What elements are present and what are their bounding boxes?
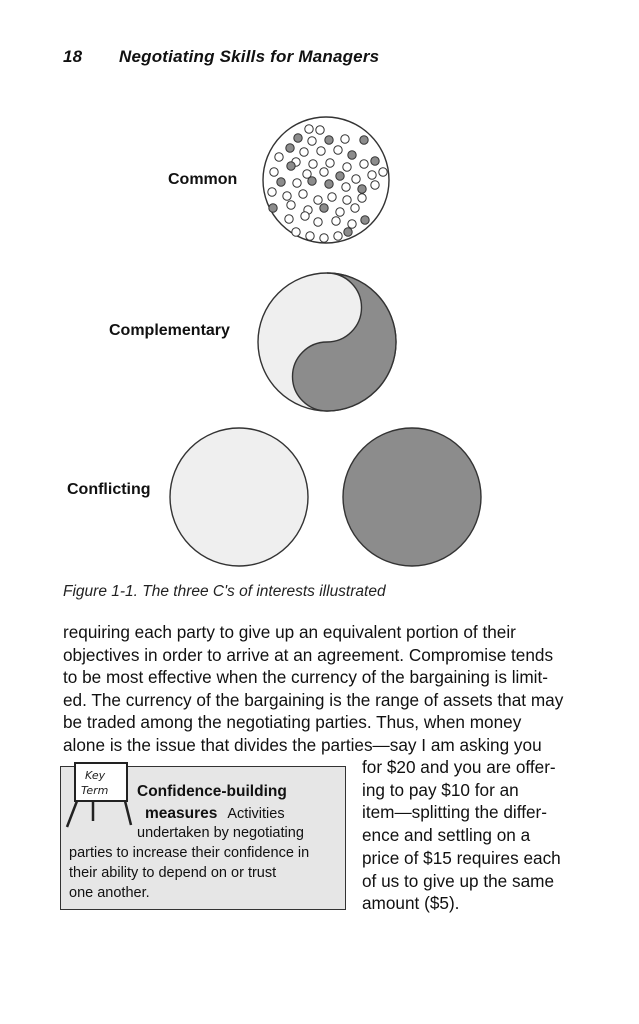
complementary-circle (258, 273, 396, 411)
book-title: Negotiating Skills for Managers (119, 47, 380, 66)
common-dot (306, 232, 314, 240)
body-line-5: be traded among the negotiating parties. Thus, when money (63, 712, 522, 732)
common-dot (320, 204, 328, 212)
common-dot (268, 188, 276, 196)
key-term-title: Confidence-building (137, 783, 287, 800)
body-line-3: to be most effective when the currency of the bargaining is limit- (63, 667, 548, 687)
key-term-easel-icon (63, 759, 135, 831)
common-dot (332, 217, 340, 225)
conflicting-circle-light (170, 428, 308, 566)
common-dot (358, 185, 366, 193)
common-dot (286, 144, 294, 152)
common-dot (283, 192, 291, 200)
key-term-title-2: measures (145, 805, 218, 822)
common-dot (348, 220, 356, 228)
common-dot (270, 168, 278, 176)
common-dot (326, 159, 334, 167)
common-dot (316, 126, 324, 134)
common-dot (287, 201, 295, 209)
common-dot (292, 228, 300, 236)
common-dot (358, 194, 366, 202)
body-line-1: requiring each party to give up an equivalent portion of their (63, 622, 516, 642)
common-dot (308, 177, 316, 185)
right-line-6: of us to give up the same (362, 870, 555, 891)
common-dot (334, 232, 342, 240)
conflicting-circle-dark (343, 428, 481, 566)
common-dot (308, 137, 316, 145)
common-dot (360, 136, 368, 144)
common-dot (325, 180, 333, 188)
common-dot (320, 234, 328, 242)
common-dot (360, 160, 368, 168)
common-dot (285, 215, 293, 223)
common-dot (287, 162, 295, 170)
common-dot (336, 208, 344, 216)
common-dot (341, 135, 349, 143)
common-dot (344, 228, 352, 236)
common-dot (325, 136, 333, 144)
common-dot (336, 172, 344, 180)
key-term-def-3: their ability to depend on or trust (69, 865, 277, 881)
body-line-6: alone is the issue that divides the parties—say I am asking you (63, 734, 542, 755)
key-term-def-1: undertaken by negotiating (137, 825, 304, 841)
body-line-2: objectives in order to arrive at an agreement. Compromise tends (63, 644, 554, 665)
key-term-def-start: Activities (227, 806, 285, 822)
right-line-3: item—splitting the differ- (362, 802, 548, 823)
common-dot (317, 147, 325, 155)
common-dot (320, 168, 328, 176)
common-dot (348, 151, 356, 159)
label-complementary: Complementary (109, 322, 230, 339)
right-line-5: price of $15 requires each (362, 847, 561, 868)
key-term-title-line2 (145, 805, 285, 823)
common-dot (293, 179, 301, 187)
right-line-7: amount ($5). (362, 893, 460, 914)
common-dot (294, 134, 302, 142)
common-dot (275, 153, 283, 161)
common-dot (300, 148, 308, 156)
common-dot (314, 196, 322, 204)
common-dot (352, 175, 360, 183)
common-dot (371, 157, 379, 165)
common-dot (334, 146, 342, 154)
common-dot (343, 196, 351, 204)
body-right-column (362, 756, 592, 915)
body-line-4: ed. The currency of the bargaining is the range of assets that may (63, 689, 564, 710)
common-dot (301, 212, 309, 220)
key-term-box (60, 766, 346, 910)
common-dot (371, 181, 379, 189)
common-dot (379, 168, 387, 176)
key-sign-text-1: Key (85, 769, 106, 782)
key-term-def-2: parties to increase their confidence in (69, 845, 310, 861)
key-term-def-4: one another. (69, 885, 150, 901)
common-dot (305, 125, 313, 133)
common-dot (368, 171, 376, 179)
figure-caption: Figure 1-1. The three C's of interests illustrated (63, 583, 386, 600)
common-dot (328, 193, 336, 201)
common-dot (277, 178, 285, 186)
label-conflicting: Conflicting (67, 481, 151, 498)
page-number: 18 (63, 47, 83, 66)
common-circle (263, 117, 389, 243)
right-line-1: for $20 and you are offer- (362, 757, 556, 777)
common-dot (342, 183, 350, 191)
key-sign-text-2: Term (81, 784, 109, 797)
right-line-4: ence and settling on a (362, 825, 531, 846)
common-dot (269, 204, 277, 212)
label-common: Common (168, 171, 238, 188)
right-line-2: ing to pay $10 for an (362, 779, 519, 800)
common-dot (314, 218, 322, 226)
common-dot (351, 204, 359, 212)
common-dot (309, 160, 317, 168)
common-dot (299, 190, 307, 198)
common-dot (361, 216, 369, 224)
common-dot (343, 163, 351, 171)
